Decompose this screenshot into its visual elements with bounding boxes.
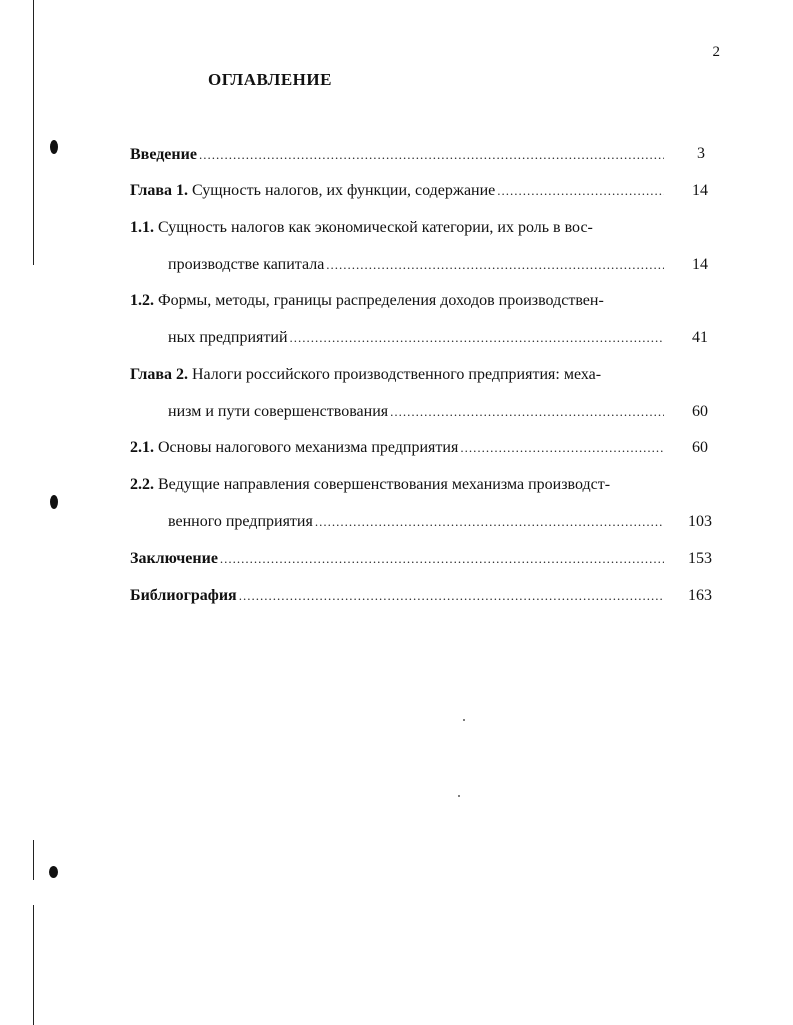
toc-leader-dots <box>497 180 664 202</box>
toc-entry-title-line1: Формы, методы, границы распределения доходов производствен- <box>158 292 604 309</box>
toc-entry-title-line2: производстве капитала <box>168 256 325 273</box>
toc-leader-dots <box>460 437 664 459</box>
toc-leader-dots <box>315 511 664 533</box>
toc-entry-section-1-2[interactable] <box>130 290 670 312</box>
toc-entry-prefix: 1.2. <box>130 292 154 309</box>
toc-leader-dots <box>390 401 664 423</box>
toc-entry-title: Основы налогового механизма предприятия <box>158 439 459 456</box>
toc-page-number: 14 <box>692 182 708 199</box>
toc-entry-section-2-2[interactable] <box>130 474 670 496</box>
toc-entry-section-2-1[interactable] <box>130 437 664 459</box>
toc-entry-intro[interactable] <box>130 144 664 166</box>
toc-page-number: 153 <box>688 550 712 567</box>
toc-entry-prefix: Глава 1. <box>130 182 188 199</box>
toc-entry-conclusion[interactable] <box>130 548 664 570</box>
toc-entry-section-2-2-cont[interactable] <box>168 511 664 533</box>
toc-leader-dots <box>220 548 664 570</box>
toc-entry-title: Сущность налогов, их функции, содержание <box>192 182 496 199</box>
toc-entry-section-1-2-cont[interactable] <box>168 327 664 349</box>
toc-entry-chapter-1[interactable] <box>130 180 664 202</box>
toc-page-number: 60 <box>692 439 708 456</box>
toc-entry-prefix: 1.1. <box>130 219 154 236</box>
toc-entry-prefix: 2.1. <box>130 439 154 456</box>
toc-page-number: 3 <box>697 145 705 162</box>
toc-entry-chapter-2[interactable] <box>130 364 670 386</box>
toc-entry-title-line2: ных предприятий <box>168 329 288 346</box>
toc-entry-label: Заключение <box>130 550 218 567</box>
toc-page-number: 41 <box>692 329 708 346</box>
page-number: 2 <box>712 44 720 60</box>
toc-leader-dots <box>326 254 664 276</box>
toc-leader-dots <box>239 585 664 607</box>
page-title: ОГЛАВЛЕНИЕ <box>208 70 332 89</box>
toc-entry-section-1-1-cont[interactable] <box>168 254 664 276</box>
toc-entry-title-line1: Налоги российского производственного предприятия: меха- <box>192 366 602 383</box>
toc-entry-title-line1: Ведущие направления совершенствования механизма производст- <box>158 476 611 493</box>
toc-entry-bibliography[interactable] <box>130 585 664 607</box>
toc-page-number: 60 <box>692 403 708 420</box>
toc-entry-title-line1: Сущность налогов как экономической категории, их роль в вос- <box>158 219 593 236</box>
toc-entry-prefix: 2.2. <box>130 476 154 493</box>
toc-leader-dots <box>199 144 664 166</box>
toc-entry-section-1-1[interactable] <box>130 217 670 239</box>
toc-page-number: 14 <box>692 256 708 273</box>
toc-entry-title-line2: венного предприятия <box>168 513 313 530</box>
toc-leader-dots <box>290 327 664 349</box>
toc-entry-label: Введение <box>130 146 197 163</box>
toc-entry-prefix: Глава 2. <box>130 366 188 383</box>
toc-entry-chapter-2-cont[interactable] <box>168 401 664 423</box>
toc-entry-title-line2: низм и пути совершенствования <box>168 403 389 420</box>
toc-page-number: 163 <box>688 587 712 604</box>
toc-entry-label: Библиография <box>130 587 237 604</box>
toc-page-number: 103 <box>688 513 712 530</box>
